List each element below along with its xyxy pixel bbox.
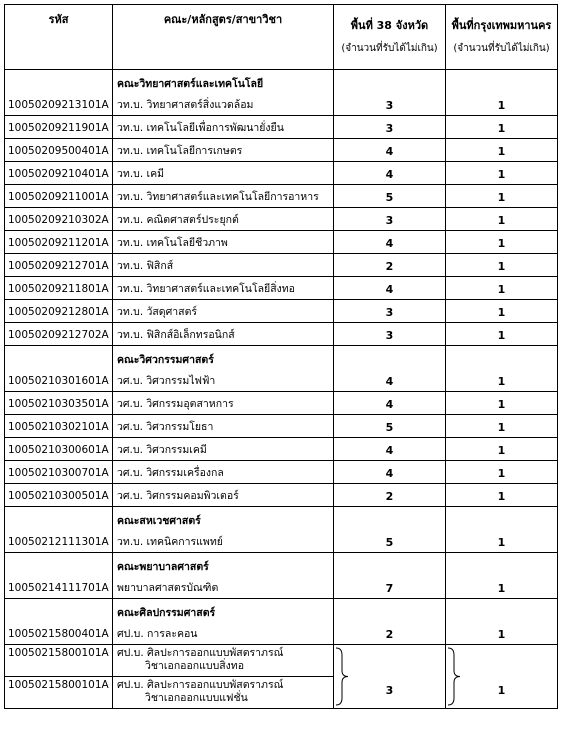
- table-row: [5, 438, 558, 461]
- table-row: [5, 392, 558, 415]
- quota-bkk: 1: [446, 93, 558, 116]
- table-row: [5, 415, 558, 438]
- faculty-row: [5, 507, 558, 531]
- program-name-line1: ศป.บ. ศิลปะการออกแบบพัสตราภรณ์: [117, 647, 284, 659]
- program-code: 10050210300701A: [5, 461, 113, 484]
- quota-bkk: 1: [446, 185, 558, 208]
- brace-icon: [447, 647, 461, 706]
- quota-bkk: 1: [446, 254, 558, 277]
- quota-area38: 2: [334, 484, 446, 507]
- merge-brace-right: [447, 647, 461, 706]
- faculty-area38-cell: [334, 346, 446, 370]
- quota-bkk: 1: [446, 622, 558, 645]
- quota-bkk: 1: [446, 323, 558, 346]
- faculty-name: คณะสหเวชศาสตร์: [113, 507, 334, 531]
- program-code: 10050209212702A: [5, 323, 113, 346]
- program-name-line2: วิชาเอกออกแบบแฟชั่น: [145, 692, 248, 704]
- program-name: วท.บ. วัสดุศาสตร์: [113, 300, 334, 323]
- table-row: [5, 300, 558, 323]
- program-name: วศ.บ. วิศวกรรมเคมี: [113, 438, 334, 461]
- program-name: วศ.บ. วิศวกรรมโยธา: [113, 415, 334, 438]
- quota-area38: 4: [334, 392, 446, 415]
- faculty-name: คณะพยาบาลศาสตร์: [113, 553, 334, 577]
- program-name-line2: วิชาเอกออกแบบสิ่งทอ: [145, 660, 245, 672]
- program-name: พยาบาลศาสตรบัณฑิต: [113, 576, 334, 599]
- faculty-area38-cell: [334, 507, 446, 531]
- header-code: รหัส: [5, 5, 113, 70]
- header-bkk: [446, 5, 558, 70]
- program-name: วท.บ. วิทยาศาสตร์สิ่งแวดล้อม: [113, 93, 334, 116]
- table-row: [5, 116, 558, 139]
- header-bkk-title: พื้นที่กรุงเทพมหานคร: [451, 19, 552, 32]
- program-code: 10050209211901A: [5, 116, 113, 139]
- program-code: 10050210302101A: [5, 415, 113, 438]
- quota-area38: 3: [334, 323, 446, 346]
- table-row: [5, 208, 558, 231]
- program-code: 10050210300501A: [5, 484, 113, 507]
- quota-bkk: 1: [446, 277, 558, 300]
- quota-area38: 4: [334, 162, 446, 185]
- quota-bkk: 1: [446, 208, 558, 231]
- quota-bkk: 1: [446, 461, 558, 484]
- quota-area38: [334, 645, 446, 677]
- quota-area38: 3: [334, 93, 446, 116]
- faculty-row: [5, 346, 558, 370]
- faculty-name: คณะวิศวกรรมศาสตร์: [113, 346, 334, 370]
- program-code: 10050215800101A: [5, 677, 113, 709]
- table-row: [5, 162, 558, 185]
- program-name: วท.บ. เทคโนโลยีเพื่อการพัฒนายั่งยืน: [113, 116, 334, 139]
- faculty-bkk-cell: [446, 507, 558, 531]
- merge-brace-left: [335, 647, 349, 706]
- table-row: [5, 461, 558, 484]
- table-row: [5, 231, 558, 254]
- program-code: 10050209211201A: [5, 231, 113, 254]
- table-body: [5, 70, 558, 709]
- quota-table: [4, 4, 558, 709]
- table-row: [5, 93, 558, 116]
- program-code: 10050209212801A: [5, 300, 113, 323]
- quota-bkk: [446, 645, 558, 677]
- quota-bkk: 1: [446, 576, 558, 599]
- table-header-row: [5, 5, 558, 70]
- program-code: 10050214111701A: [5, 576, 113, 599]
- quota-area38: 4: [334, 369, 446, 392]
- faculty-bkk-cell: [446, 346, 558, 370]
- quota-area38: 4: [334, 231, 446, 254]
- quota-area38: 3: [334, 677, 446, 709]
- quota-bkk: 1: [446, 392, 558, 415]
- quota-table-wrapper: [4, 4, 558, 709]
- faculty-name: คณะวิทยาศาสตร์และเทคโนโลยี: [113, 70, 334, 94]
- program-code: 10050209210401A: [5, 162, 113, 185]
- program-name: วท.บ. เทคโนโลยีชีวภาพ: [113, 231, 334, 254]
- program-name-line1: ศป.บ. ศิลปะการออกแบบพัสตราภรณ์: [117, 679, 284, 691]
- program-name: วท.บ. ฟิสิกส์อิเล็กทรอนิกส์: [113, 323, 334, 346]
- table-row: [5, 645, 558, 677]
- quota-area38: 4: [334, 277, 446, 300]
- program-name: วศ.บ. วิศกรรมอุตสาหการ: [113, 392, 334, 415]
- table-row: [5, 484, 558, 507]
- program-name: วศ.บ. วิศกรรมเครื่องกล: [113, 461, 334, 484]
- quota-area38: 3: [334, 208, 446, 231]
- quota-area38: 4: [334, 438, 446, 461]
- program-name: วท.บ. ฟิสิกส์: [113, 254, 334, 277]
- program-name: วศ.บ. วิศกรรมคอมพิวเตอร์: [113, 484, 334, 507]
- quota-bkk: 1: [446, 162, 558, 185]
- header-area38-title: พื้นที่ 38 จังหวัด: [350, 19, 429, 32]
- table-row: [5, 277, 558, 300]
- faculty-bkk-cell: [446, 599, 558, 623]
- program-code: 10050215800401A: [5, 622, 113, 645]
- quota-area38: 5: [334, 415, 446, 438]
- quota-area38: 2: [334, 254, 446, 277]
- program-code: 10050209213101A: [5, 93, 113, 116]
- program-name: [113, 645, 334, 677]
- quota-area38: 2: [334, 622, 446, 645]
- quota-area38: 3: [334, 116, 446, 139]
- quota-bkk: 1: [446, 139, 558, 162]
- quota-bkk: 1: [446, 116, 558, 139]
- table-row: [5, 185, 558, 208]
- program-name: วท.บ. วิทยาศาสตร์และเทคโนโลยีการอาหาร: [113, 185, 334, 208]
- program-code: 10050210301601A: [5, 369, 113, 392]
- program-name: วท.บ. เทคโนโลยีการเกษตร: [113, 139, 334, 162]
- quota-area38: 3: [334, 300, 446, 323]
- faculty-area38-cell: [334, 599, 446, 623]
- faculty-bkk-cell: [446, 70, 558, 94]
- header-program: คณะ/หลักสูตร/สาขาวิชา: [113, 5, 334, 70]
- program-code: 10050209211001A: [5, 185, 113, 208]
- program-name: ศป.บ. การละคอน: [113, 622, 334, 645]
- table-row: [5, 323, 558, 346]
- program-name: [113, 677, 334, 709]
- quota-bkk: 1: [446, 530, 558, 553]
- program-code: 10050209210302A: [5, 208, 113, 231]
- faculty-code-cell: [5, 599, 113, 623]
- quota-bkk: 1: [446, 231, 558, 254]
- quota-bkk: 1: [446, 677, 558, 709]
- faculty-bkk-cell: [446, 553, 558, 577]
- brace-icon: [335, 647, 349, 706]
- faculty-code-cell: [5, 346, 113, 370]
- program-code: 10050215800101A: [5, 645, 113, 677]
- faculty-row: [5, 599, 558, 623]
- faculty-area38-cell: [334, 70, 446, 94]
- faculty-name: คณะศิลปกรรมศาสตร์: [113, 599, 334, 623]
- program-code: 10050209211801A: [5, 277, 113, 300]
- quota-area38: 4: [334, 139, 446, 162]
- program-code: 10050209500401A: [5, 139, 113, 162]
- faculty-row: [5, 553, 558, 577]
- quota-area38: 5: [334, 185, 446, 208]
- faculty-row: [5, 70, 558, 94]
- quota-area38: 5: [334, 530, 446, 553]
- table-row: [5, 254, 558, 277]
- table-row: [5, 622, 558, 645]
- program-name: วศ.บ. วิศวกรรมไฟฟ้า: [113, 369, 334, 392]
- program-code: 10050210303501A: [5, 392, 113, 415]
- program-code: 10050209212701A: [5, 254, 113, 277]
- header-bkk-note: (จำนวนที่รับได้ไม่เกิน): [453, 43, 550, 54]
- program-name: วท.บ. เคมี: [113, 162, 334, 185]
- faculty-code-cell: [5, 553, 113, 577]
- faculty-code-cell: [5, 70, 113, 94]
- quota-bkk: 1: [446, 369, 558, 392]
- table-row: [5, 530, 558, 553]
- faculty-code-cell: [5, 507, 113, 531]
- quota-bkk: 1: [446, 300, 558, 323]
- table-row: [5, 576, 558, 599]
- table-row: [5, 139, 558, 162]
- quota-bkk: 1: [446, 484, 558, 507]
- quota-area38: 4: [334, 461, 446, 484]
- quota-bkk: 1: [446, 415, 558, 438]
- faculty-area38-cell: [334, 553, 446, 577]
- program-name: วท.บ. วิทยาศาสตร์และเทคโนโลยีสิ่งทอ: [113, 277, 334, 300]
- program-code: 10050210300601A: [5, 438, 113, 461]
- program-code: 10050212111301A: [5, 530, 113, 553]
- table-row: [5, 677, 558, 709]
- program-name: วท.บ. เทคนิคการแพทย์: [113, 530, 334, 553]
- header-area38: [334, 5, 446, 70]
- quota-area38: 7: [334, 576, 446, 599]
- header-area38-note: (จำนวนที่รับได้ไม่เกิน): [341, 43, 438, 54]
- program-name: วท.บ. คณิตศาสตร์ประยุกต์: [113, 208, 334, 231]
- table-row: [5, 369, 558, 392]
- quota-bkk: 1: [446, 438, 558, 461]
